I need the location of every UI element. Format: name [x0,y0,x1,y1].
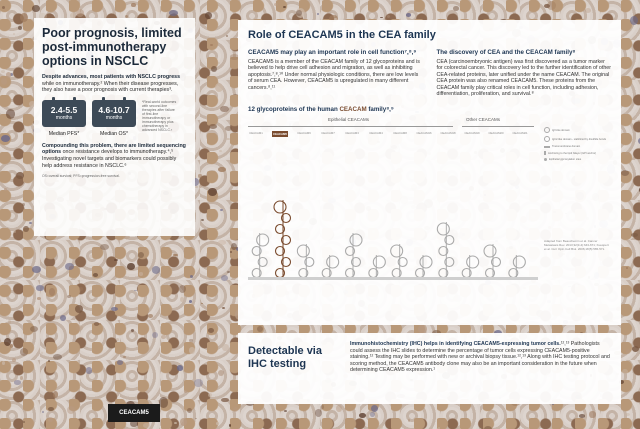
protein-label: CEACAM4 [369,131,383,136]
protein-structure [462,255,479,278]
adapted-citation: Adapted from Beauchemin et al. Cancer Metastasis Rev. 2013;32(3-4):643-671; Kuespert et al. Curr Opin Cell Biol. 2006;18(5):565-571. [544,239,609,252]
calendar-icon: 4.6-10.7 months [92,100,136,127]
prognosis-title: Poor prognosis, limited post-immunotherapy options in NSCLC [42,26,182,68]
legend-item: IgV-like domain [544,127,610,133]
stats-row [42,100,187,137]
protein-structure [391,244,408,278]
igv-domain-icon [544,127,550,133]
other-group-label: Other CEACAMs [466,117,501,123]
cell-function-column: CEACAM5 may play an important role in cell function⁷,⁸,⁹ CEACAM5 is a member of the CEACAM family of 12 glycoproteins and is believed to help drive cell adhesion and migration, as well as inhibiting apoptosis.⁷,⁸,¹⁰ Under normal physiologic conditions, there are low levels of serum CEA. However, CEACAM5 is upregulated in many different cancers.⁸,¹¹ [248,49,420,91]
protein-label: CEACAM19 [464,131,480,136]
protein-label: CEACAM8 [393,131,407,136]
epithelial-bracket [248,126,453,127]
protein-label: CEACAM3 [345,131,359,136]
protein-label: CEACAM20 [488,131,504,136]
protein-label: CEACAM5 [273,132,287,137]
protein-structures [248,137,538,297]
protein-label: CEACAM18 [440,131,456,136]
protein-structure [297,244,313,278]
cell-membrane [248,277,538,280]
transmembrane-icon [544,146,550,148]
calendar-icon: 2.4-5.5 months [42,100,86,127]
diagram-legend [544,127,610,164]
protein-structure [252,233,268,278]
cea-family-panel [238,20,621,325]
protein-label: CEACAM6 [297,131,311,136]
sequencing-text: Compounding this problem, there are limited sequencing options once resistance develops to immunotherapy.⁴,⁵ Investigating novel targets and biomarkers could possibly help address resistance in NSCLC.⁶ [42,142,186,169]
ihc-text: Immunohistochemistry (IHC) helps in identifying CEACAM5-expressing tumor cells.¹²,¹³ Pathologists could assess the IHC slides to determine the percentage of tumor cells expressing CEACAM5-positive staining.¹² Testing may be performed with new or archival biopsy tissue.¹²,¹³ Along with IHC testing protocol and scoring method, the CEACAM5 antibody clone may also be an important consideration in the future when determining CEACAM5 expression.¹ [350,341,610,374]
protein-label: CEACAM21 [512,131,528,136]
abbreviations-footnote: OS=overall survival; PFS=progression-free survival. [42,174,120,179]
protein-structure [346,233,363,278]
glycosylation-icon [544,158,547,161]
legend-item: Transmembrane domain [544,145,610,148]
pfs-stat: 2.4-5.5 months Median PFS* [42,100,86,137]
legend-item: Epithelial glycosylation sites [544,158,610,161]
legend-item: Anchoring to the lipid bilayer (GPI anchor) [544,151,610,155]
protein-structure [509,255,526,278]
protein-structure [274,200,291,278]
cea-family-title: Role of CEACAM5 in the CEA family [248,29,436,41]
igc2-domain-icon [544,136,550,142]
other-bracket [462,126,534,127]
protein-label: CEACAM16 [416,131,432,136]
stat-footnote: *Real-world outcomes with second-line therapies after failure of first-line immunotherapy or immunotherapy plus chemotherapy in advanced NSCLC.³ [142,99,177,133]
prognosis-intro: Despite advances, most patients with NSCLC progress while on immunotherapy.² When their disease progresses, they also have a poor prognosis with current therapies³. [42,74,181,94]
legend-item: IgC2-like domain - stabilized by disulfide bonds [544,136,610,142]
discovery-column: The discovery of CEA and the CEACAM family⁸ CEA (carcinoembryonic antigen) was first discovered as a tumor marker for colorectal cancer. This discovery led to the further identification of other CEA-related proteins, later unified under the name CEACAM. The original CEA protein was also renamed CEACAM5. These proteins from the CEACAM family play critical roles in cell function, including adhesion, differentiation, proliferation, and survival.⁸ [436,49,611,98]
protein-structure [322,255,339,278]
ihc-panel [238,333,621,404]
os-stat: 4.6-10.7 months Median OS* [92,100,136,137]
epithelial-group-label: Epithelial CEACAMs [328,117,370,123]
prognosis-panel [34,18,195,236]
protein-structure [416,255,433,278]
ihc-title: Detectable via IHC testing [248,345,322,370]
protein-label: CEACAM7 [321,131,335,136]
protein-structure [369,255,385,278]
gpi-anchor-icon [544,151,546,155]
ceacam-diagram [248,117,611,289]
ceacam5-logo: CEACAM5 [108,404,160,422]
protein-label: CEACAM1 [249,131,263,136]
diagram-title: 12 glycoproteins of the human CEACAM family⁸,⁹ [248,106,394,114]
protein-structure [484,244,501,278]
protein-structure [437,222,454,278]
